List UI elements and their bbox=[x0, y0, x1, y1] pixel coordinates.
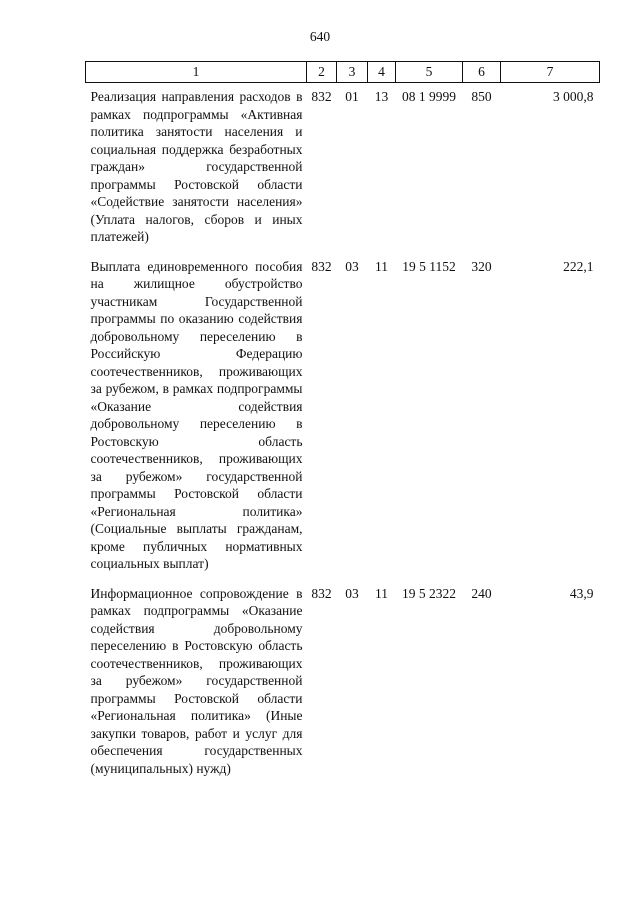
budget-table bbox=[85, 61, 600, 777]
subsection-code: 11 bbox=[375, 585, 388, 601]
table-row bbox=[86, 246, 600, 573]
subsection-code: 13 bbox=[374, 89, 389, 104]
page-number: 640 bbox=[309, 29, 331, 44]
amount: 43,9 bbox=[569, 585, 594, 601]
column-header-5: 5 bbox=[396, 62, 463, 83]
table-row bbox=[86, 83, 600, 246]
target-article-code: 19 5 2322 bbox=[402, 585, 456, 601]
column-header-7: 7 bbox=[501, 62, 600, 83]
table-row bbox=[86, 573, 600, 778]
ministry-code: 832 bbox=[311, 258, 332, 274]
column-header-2: 2 bbox=[307, 62, 337, 83]
column-header-4: 4 bbox=[368, 62, 396, 83]
ministry-code: 832 bbox=[311, 585, 332, 601]
section-code: 03 bbox=[345, 258, 359, 274]
section-code: 03 bbox=[345, 585, 359, 601]
expense-name: Выплата единовременного пособия на жилищное обустройство участникам Государственной программы по оказанию содействия добровольному переселению в Российскую Федерацию соотечественников, проживающих за рубежом, в рамках подпрограммы «Оказание содействия добровольному переселению в Ростовскую область соотечественников, проживающих за рубежом» государственной программы Ростовской области «Региональная политика» (Социальные выплаты гражданам, кроме публичных нормативных социальных выплат) bbox=[90, 258, 303, 571]
column-header-1: 1 bbox=[86, 62, 307, 83]
expense-type-code: 850 bbox=[471, 89, 492, 104]
expense-name: Информационное сопровождение в рамках подпрограммы «Оказание содействия добровольному переселению в Ростовскую область соотечественников, проживающих за рубежом» государственной программы Ростовской области «Региональная политика» (Иные закупки товаров, работ и услуг для обеспечения государственных (муниципальных) нужд) bbox=[90, 585, 303, 776]
expense-type-code: 240 bbox=[471, 585, 492, 601]
amount: 3 000,8 bbox=[553, 89, 594, 104]
target-article-code: 19 5 1152 bbox=[402, 258, 456, 274]
subsection-code: 11 bbox=[375, 258, 388, 274]
expense-type-code: 320 bbox=[471, 258, 492, 274]
column-header-6: 6 bbox=[463, 62, 501, 83]
expense-name: Реализация направления расходов в рамках подпрограммы «Активная политика занятости населения и социальная поддержка безработных граждан» государственной программы Ростовской области «Содействие занятости населения» (Уплата налогов, сборов и иных платежей) bbox=[90, 89, 303, 244]
ministry-code: 832 bbox=[311, 89, 332, 104]
column-header-3: 3 bbox=[337, 62, 368, 83]
amount: 222,1 bbox=[563, 258, 594, 274]
table-header-row bbox=[86, 62, 600, 83]
target-article-code: 08 1 9999 bbox=[402, 89, 456, 104]
section-code: 01 bbox=[345, 89, 359, 104]
